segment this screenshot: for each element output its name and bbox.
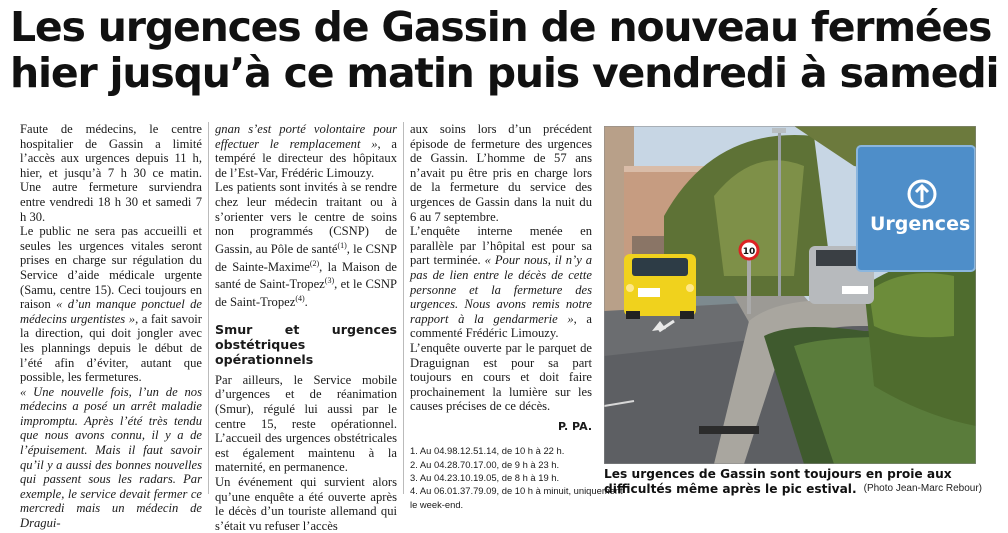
footnote: 3. Au 04.23.10.19.05, de 8 h à 19 h. [410,472,560,484]
urgences-sign [857,146,975,271]
headline [10,4,1000,96]
quote: gnan s’est porté volontaire pour effectuer le remplacement » [215,122,397,151]
headline-line-1: Les urgences de Gassin de nouveau fermées [10,3,992,51]
footnote: 4. Au 06.01.37.79.09, de 10 h à minuit, uniquement [410,485,623,497]
paragraph: gnan s’est porté volontaire pour effectuer le remplacement », a tempéré le directeur des hôpitaux de l’Est-Var, Frédéric Limouzy. [215,122,397,180]
quote: « d’un manque ponctuel de médecins urgentistes » [20,297,202,326]
hospital-entrance-illustration [604,126,976,464]
news-photo [604,126,976,464]
author-signature: P. PA. [558,419,592,433]
column-divider [208,122,209,494]
paragraph: L’enquête ouverte par le parquet de Draguignan est pour sa part toujours en cours et doit faire prochainement la lumière sur les causes précises de ce décès. [410,340,592,414]
paragraph: aux soins lors d’un précédent épisode de fermeture des urgences de Gassin. L’homme de 57 ans n’avait pu être pris en charge lors de la fermeture du service des urgences de Gassin dans la nuit du 6 au 7 septembre. [410,122,592,224]
paragraph: Un événement qui survient alors qu’une enquête a été ouverte après le décès d’un touriste allemand qui s’était vu refuser l’accès [215,475,397,533]
note-ref: (3) [324,276,335,286]
quote-paragraph: « Une nouvelle fois, l’un de nos médecins a posé un arrêt maladie impromptu. Après l’été très tendu que nous avons connu, il y a de l’épuisement. Mais il faut savoir qu’il y a aussi des bonnes nouvelles qui passent sous les radars. Par exemple, le service devait fermer ce mercredi mais un médecin de Dragui- [20,384,202,531]
column-divider [403,122,404,494]
headline-line-2: hier jusqu’à ce matin puis vendredi à samedi [10,49,999,97]
paragraph: L’enquête interne menée en parallèle par l’hôpital est pour sa part terminée. « Pour nous, il n’y a pas de lien entre le décès de cette personne et la fermeture des urgences. Nous avons remis notre rapport à la gendarmerie », a commenté Frédéric Limouzy. [410,224,592,341]
urgences-sign-text: Urgences [870,213,971,235]
paragraph: Par ailleurs, le Service mobile d’urgences et de réanimation (Smur), régulé lui aussi par le centre 15, reste opérationnel. L’accueil des urgences obstétricales est également maintenu à la maternité, en permanence. [215,372,397,475]
sign-post [747,254,751,314]
subheading: Smur et urgences obstétriques opérationnels [215,321,397,367]
quote: « Pour nous, il n’y a pas de lien entre le décès de cette personne et la fermeture des urgences. Nous avons remis notre rapport à la gendarmerie » [410,253,592,326]
speed-limit-value: 10 [742,247,756,257]
paragraph: Les patients sont invités à se rendre chez leur médecin traitant ou à s’orienter vers le centre de soins non programmés (CSNP) de Gassin, au Pôle de santé$^{(1)}$, le CSNP de Sainte-Maxime$^{(2)}$, la Maison de santé de Saint-Tropez$^{(3)}$, et le CSNP de Saint-Tropez$^{(4)}$. [215,180,398,310]
footnote: 1. Au 04.98.12.51.14, de 10 h à 22 h. [410,445,565,457]
paragraph: Le public ne sera pas accueilli et seules les urgences vitales seront prises en charge sur régulation du Service d’aide médicale urgente (Samu, centre 15). Ceci toujours en raison « d’un manque ponctuel de médecins urgentistes », a fait savoir la direction, qui doit jongler avec les plannings depuis le début de l’été afin d’éviter, autant que possible, les fermetures. [20,224,202,385]
footnote: 2. Au 04.28.70.17.00, de 9 h à 23 h. [410,458,560,470]
footnotes [410,444,623,510]
note-ref: (1) [337,240,347,250]
note-ref: (2) [309,258,320,268]
paragraph: Faute de médecins, le centre hospitalier de Gassin a limité l’accès aux urgences depuis 11 h, hier, et jusqu’à 7 h 30 ce matin. Une autre fermeture surviendra entre vendredi 18 h 30 et samedi 7 h 30. [20,122,202,224]
photo-caption: Les urgences de Gassin sont toujours en proie aux difficultés même après le pic estival. [604,467,952,496]
photo-credit: (Photo Jean-Marc Rebour) [863,483,982,494]
article-column-3 [410,122,623,511]
footnote: le week-end. [410,498,464,510]
article-column-2 [215,122,397,533]
article-column-1 [20,122,202,531]
note-ref: (4) [295,294,305,304]
drain-grate [699,426,759,434]
lamp-post [778,128,781,298]
